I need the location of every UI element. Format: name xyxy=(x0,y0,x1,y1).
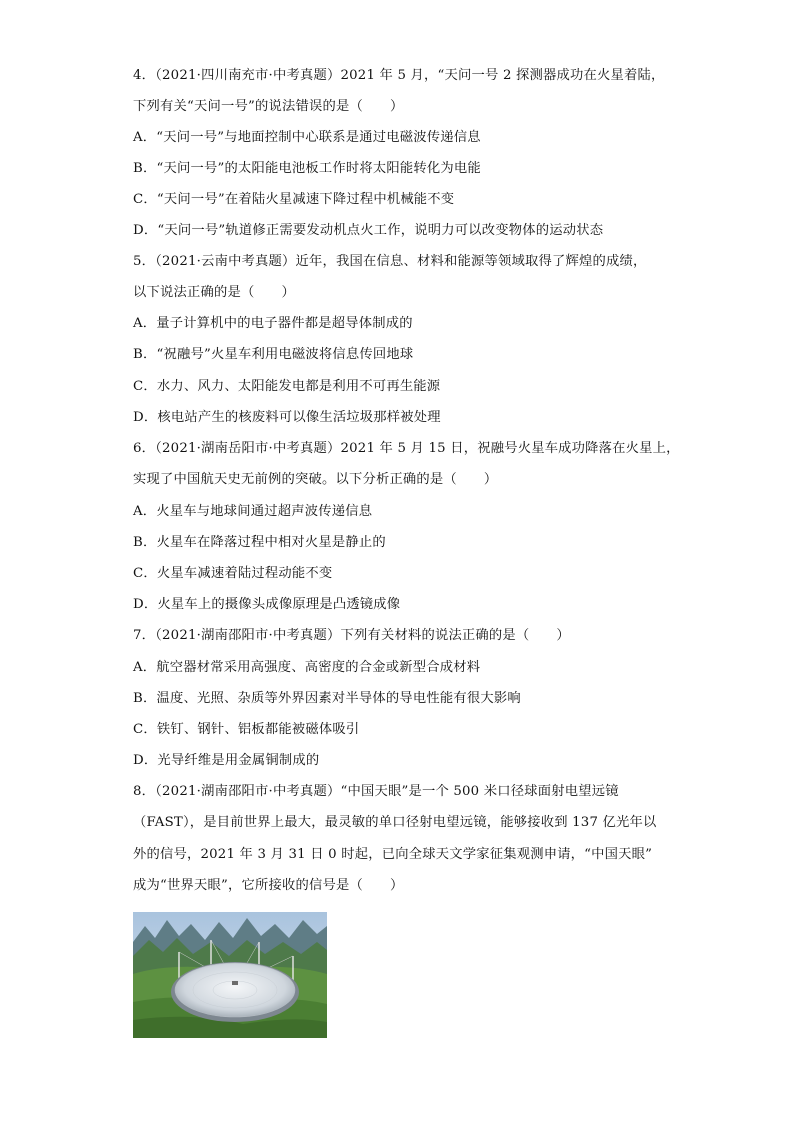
q6-option-b: B．火星车在降落过程中相对火星是静止的 xyxy=(133,535,386,550)
q7-option-c: C．铁钉、钢针、铝板都能被磁体吸引 xyxy=(133,722,360,737)
q7-option-a: A．航空器材常采用高强度、高密度的合金或新型合成材料 xyxy=(133,660,481,675)
q8-stem-line-2: （FAST），是目前世界上最大，最灵敏的单口径射电望远镜，能够接收到 137 亿光年以 xyxy=(133,815,657,830)
q6-stem-line-2: 实现了中国航天史无前例的突破。以下分析正确的是（ ） xyxy=(133,472,498,487)
q5-option-d: D．核电站产生的核废料可以像生活垃圾那样被处理 xyxy=(133,410,441,425)
q8-stem-line-1: 8．（2021·湖南邵阳市·中考真题）“中国天眼”是一个 500 米口径球面射电望远镜 xyxy=(133,784,619,799)
q6-option-c: C．火星车减速着陆过程动能不变 xyxy=(133,566,333,581)
q4-stem-line-1: 4．（2021·四川南充市·中考真题）2021 年 5 月，“天问一号 2 探测器成功在火星着陆， xyxy=(133,68,665,83)
q4-stem-line-2: 下列有关“天问一号”的说法错误的是（ ） xyxy=(133,99,404,114)
q6-option-d: D．火星车上的摄像头成像原理是凸透镜成像 xyxy=(133,597,401,612)
q6-stem-line-1: 6．（2021·湖南岳阳市·中考真题）2021 年 5 月 15 日，祝融号火星车成功降落在火星上， xyxy=(133,441,680,456)
q4-option-c: C．“天问一号”在着陆火星减速下降过程中机械能不变 xyxy=(133,192,455,207)
q4-option-d: D．“天问一号”轨道修正需要发动机点火工作，说明力可以改变物体的运动状态 xyxy=(133,223,604,238)
q6-option-a: A．火星车与地球间通过超声波传递信息 xyxy=(133,504,373,519)
q4-option-a: A．“天问一号”与地面控制中心联系是通过电磁波传递信息 xyxy=(133,130,481,145)
q7-stem-line-1: 7．（2021·湖南邵阳市·中考真题）下列有关材料的说法正确的是（ ） xyxy=(133,628,570,643)
fast-telescope-photo xyxy=(133,912,327,1038)
q5-option-a: A．量子计算机中的电子器件都是超导体制成的 xyxy=(133,316,413,331)
q7-option-b: B．温度、光照、杂质等外界因素对半导体的导电性能有很大影响 xyxy=(133,691,521,706)
q5-option-c: C．水力、风力、太阳能发电都是利用不可再生能源 xyxy=(133,379,441,394)
q5-stem-line-2: 以下说法正确的是（ ） xyxy=(133,285,295,300)
q7-option-d: D．光导纤维是用金属铜制成的 xyxy=(133,753,320,768)
q8-stem-line-3: 外的信号，2021 年 3 月 31 日 0 时起，已向全球天文学家征集观测申请，“中国天眼” xyxy=(133,847,653,862)
q4-option-b: B．“天问一号”的太阳能电池板工作时将太阳能转化为电能 xyxy=(133,161,481,176)
q5-option-b: B．“祝融号”火星车利用电磁波将信息传回地球 xyxy=(133,347,414,362)
q8-stem-line-4: 成为“世界天眼”，它所接收的信号是（ ） xyxy=(133,878,404,893)
q5-stem-line-1: 5．（2021·云南中考真题）近年，我国在信息、材料和能源等领域取得了辉煌的成绩， xyxy=(133,254,647,269)
